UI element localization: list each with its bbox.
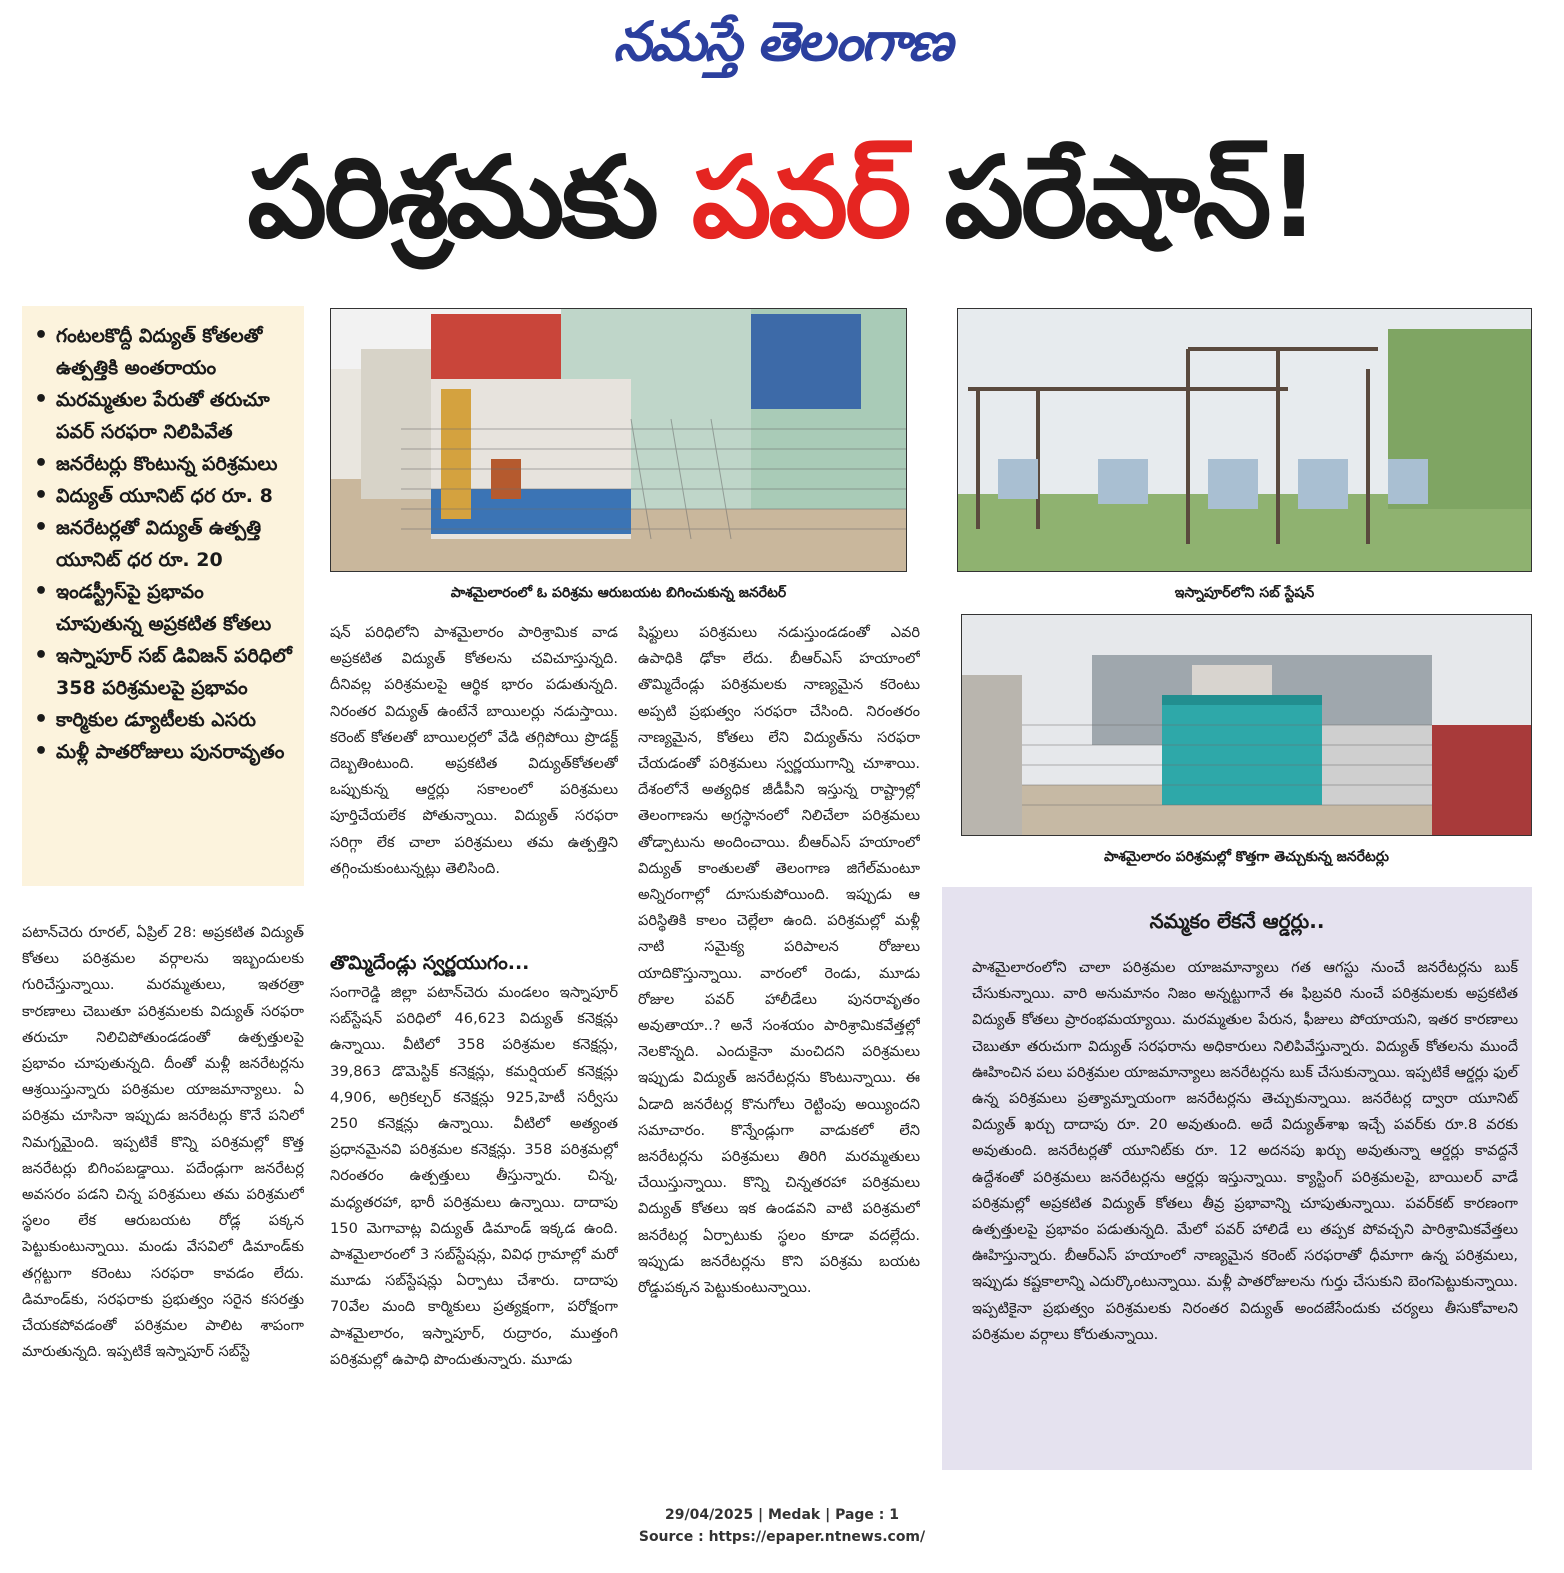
article-column-3: షిఫ్టులు పరిశ్రమలు నడుస్తుండడంతో ఎవరి ఉపాధికి ఢోకా లేదు. బీఆర్‌ఎస్ హయాంలో తొమ్మిదేండ్లు పరిశ్రమలకు నాణ్యమైన కరెంటు అప్పటి ప్రభుత్వం సరఫరా చేసింది. నిరంతరం నాణ్యమైన, కోతలు లేని విద్యుత్‌ను సరఫరా చేయడంతో పరిశ్రమలు స్వర్ణయుగాన్ని చూశాయి. దేశంలోనే అత్యధిక జీడీపీని ఇస్తున్న రాష్ట్రాల్లో తెలంగాణను అగ్రస్థానంలో నిలిచేలా పరిశ్రమలు తోడ్పాటును అందించాయి. బీఆర్‌ఎస్ హయాంలో విద్యుత్ కాంతులతో తెలంగాణ జిగేల్‌మంటూ అన్నిరంగాల్లో దూసుకుపోయింది. ఇప్పుడు ఆ పరిస్థితికి కాలం చెల్లేలా ఉంది. పరిశ్రమల్లో మళ్లీ నాటి సమైక్య పరిపాలన రోజులు యాదికొస్తున్నాయి. వారంలో రెండు, మూడు రోజుల పవర్ హాలీడేలు పునరావృతం అవుతాయా..? అనే సంశయం పారిశ్రామికవేత్తల్లో నెలకొన్నది. ఎందుకైనా మంచిదని పరిశ్రమలు ఇప్పుడు విద్యుత్ జనరేటర్లను కొంటున్నాయి. ఈ ఏడాది జనరేటర్ల కొనుగోలు రెట్టింపు అయ్యిందని సమాచారం. కొన్నేండ్లుగా వాడుకలో లేని జనరేటర్లను పరిశ్రమలు తిరిగి మరమ్మతులు చేయిస్తున్నాయి. కొన్ని చిన్నతరహా పరిశ్రమలు విద్యుత్ కోతలు ఇక ఉండవని వాటి పరిశ్రమలో జనరేటర్ల ఏర్పాటుకు స్థలం కూడా వదల్లేదు. ఇప్పుడు జనరేటర్లను కొని పరిశ్రమ బయట రోడ్డుపక్కన పెట్టుకుంటున్నాయి. [638, 624, 920, 1297]
highlight-item: • జనరేటర్లు కొంటున్న పరిశ్రమలు [32, 448, 296, 480]
generator-photo [330, 308, 907, 572]
highlight-item: • జనరేటర్లతో విద్యుత్ ఉత్పత్తి యూనిట్ ధర రూ. 20 [32, 512, 296, 576]
new-generators-photo-caption: పాశమైలారం పరిశ్రమల్లో కొత్తగా తెచ్చుకున్న జనరేటర్లు [1104, 849, 1389, 865]
sidebar-box [942, 887, 1532, 1470]
substation-photo-image [958, 309, 1532, 572]
headline-part3: పరేషాన్! [908, 133, 1317, 263]
generator-photo-image [331, 309, 907, 572]
article-column-2-bottom: సంగారెడ్డి జిల్లా పటాన్‌చెరు మండలం ఇస్నాపూర్ సబ్‌స్టేషన్ పరిధిలో 46,623 విద్యుత్ కనెక్షన్లు ఉన్నాయి. వీటిలో 358 పరిశ్రమల కనెక్షన్లు, 39,863 డొమెస్టిక్ కనెక్షన్లు, కమర్షియల్ కనెక్షన్లు 4,906, అగ్రికల్చర్ కనెక్షన్లు 925,హెటీ సర్వీసు 250 కనెక్షన్లు ఉన్నాయి. వీటిలో అత్యంత ప్రధానమైనవి పరిశ్రమల కనెక్షన్లు. 358 పరిశ్రమల్లో నిరంతరం ఉత్పత్తులు తీస్తున్నారు. చిన్న, మధ్యతరహా, భారీ పరిశ్రమలు ఉన్నాయి. దాదాపు 150 మెగావాట్ల విద్యుత్ డిమాండ్ ఇక్కడ ఉంది. పాశమైలారంలో 3 సబ్‌స్టేషన్లు, వివిధ గ్రామాల్లో మరో మూడు సబ్‌స్టేషన్లు ఏర్పాటు చేశారు. దాదాపు 70వేల మంది కార్మికులు ప్రత్యక్షంగా, పరోక్షంగా పాశమైలారం, ఇస్నాపూర్, రుద్రారం, ముత్తంగి పరిశ్రమల్లో ఉపాధి పొందుతున్నారు. మూడు [330, 984, 618, 1368]
highlight-item: • కార్మికుల డ్యూటీలకు ఎసరు [32, 704, 296, 736]
highlight-item: • మరమ్మతుల పేరుతో తరుచూ పవర్ సరఫరా నిలిపివేత [32, 384, 296, 448]
highlight-item: • మళ్లీ పాతరోజులు పునరావృతం [32, 736, 296, 768]
generator-photo-caption: పాశమైలారంలో ఓ పరిశ్రమ ఆరుబయట బిగించుకున్న జనరేటర్ [450, 585, 787, 601]
article-column-1: పటాన్‌చెరు రూరల్, ఏప్రిల్ 28: అప్రకటిత విద్యుత్ కోతలు పరిశ్రమల వర్గాలను ఇబ్బందులకు గురిచేస్తున్నాయి. మరమ్మతులు, ఇతరత్రా కారణాలు చెబుతూ పరిశ్రమలకు విద్యుత్ సరఫరా తరుచూ నిలిచిపోతుండడంతో ఉత్పత్తులపై ప్రభావం చూపుతున్నది. దీంతో మళ్లీ జనరేటర్లను ఆశ్రయిస్తున్నారు పరిశ్రమల యాజమాన్యాలు. ఏ పరిశ్రమ చూసినా ఇప్పుడు జనరేటర్లు కొనే పనిలో నిమగ్నమైంది. ఇప్పటికే కొన్ని పరిశ్రమల్లో కొత్త జనరేటర్లు బిగింపబడ్డాయి. పదేండ్లుగా జనరేటర్ల అవసరం పడని చిన్న పరిశ్రమలు తమ పరిశ్రమలో స్థలం లేక ఆరుబయట రోడ్ల పక్కన పెట్టుకుంటున్నాయి. మండు వేసవిలో డిమాండ్‌కు తగ్గట్టుగా కరెంటు సరఫరా కావడం లేదు. డిమాండ్‌కు, సరఫరాకు ప్రభుత్వం సరైన కసరత్తు చేయకపోవడంతో పరిశ్రమల పాలిట శాపంగా మారుతున్నది. ఇప్పటికే ఇస్నాపూర్ సబ్‌స్టే [22, 924, 304, 1361]
footer [0, 1504, 1564, 1548]
headline-highlight: పవర్ [691, 133, 909, 263]
highlight-item: • ఇస్నాపూర్ సబ్ డివిజన్ పరిధిలో 358 పరిశ్రమలపై ప్రభావం [32, 640, 296, 704]
headline [0, 118, 1564, 278]
new-generators-photo-image [962, 615, 1532, 836]
highlight-item: • గంటలకొద్దీ విద్యుత్ కోతలతో ఉత్పత్తికి అంతరాయం [32, 320, 296, 384]
highlight-item: • ఇండస్ట్రీస్‌పై ప్రభావం చూపుతున్న అప్రకటిత కోతలు [32, 576, 296, 640]
new-generators-photo [961, 614, 1532, 836]
masthead-logo: నమస్తే తెలంగాణ [613, 10, 951, 73]
highlight-item: • విద్యుత్ యూనిట్ ధర రూ. 8 [32, 480, 296, 512]
highlights-box [22, 306, 304, 886]
sidebar-box-title: నమ్మకం లేకనే ఆర్డర్లు.. [1149, 909, 1325, 933]
substation-photo-caption: ఇస్నాపూర్‌లోని సబ్ స్టేషన్ [1174, 585, 1315, 601]
headline-part1: పరిశ్రమకు [247, 133, 692, 263]
article-subhead: తొమ్మిదేండ్లు స్వర్ణయుగం... [330, 952, 530, 974]
substation-photo [957, 308, 1532, 572]
footer-date-edition: 29/04/2025 | Medak | Page : 1 [664, 1507, 900, 1523]
footer-source: Source : https://epaper.ntnews.com/ [638, 1529, 926, 1545]
article-column-2-top: షన్ పరిధిలోని పాశమైలారం పారిశ్రామిక వాడ అప్రకటిత విద్యుత్ కోతలను చవిచూస్తున్నది. దీనివల్ల పరిశ్రమలపై ఆర్థిక భారం పడుతున్నది. నిరంతర విద్యుత్ ఉంటేనే బాయిలర్లు నడుస్తాయి. కరెంట్ కోతలతో బాయిలర్లలో వేడి తగ్గిపోయి ప్రొడక్ట్ దెబ్బతింటుంది. అప్రకటిత విద్యుత్‌కోతలతో ఒప్పుకున్న ఆర్డర్లు సకాలంలో పరిశ్రమలు పూర్తిచేయలేక పోతున్నాయి. విద్యుత్ సరఫరా సరిగ్గా లేక చాలా పరిశ్రమలు తమ ఉత్పత్తిని తగ్గించుకుంటున్నట్లు తెలిసింది. [330, 624, 618, 877]
sidebar-box-body: పాశమైలారంలోని చాలా పరిశ్రమల యాజమాన్యాలు గత ఆగస్టు నుంచే జనరేటర్లను బుక్ చేసుకున్నాయి. వారి అనుమానం నిజం అన్నట్టుగానే ఈ ఫిబ్రవరి నుంచే పరిశ్రమలకు అప్రకటిత విద్యుత్ కోతలు ప్రారంభమయ్యాయి. మరమ్మతుల పేరున, ఫీజులు పోయాయని, ఇతర కారణాలు చెబుతూ తరుచుగా విద్యుత్ సరఫరాను అధికారులు నిలిపివేస్తున్నారు. విద్యుత్ కోతలను ముందే ఊహించిన పలు పరిశ్రమల యాజమాన్యాలు జనరేటర్లను బుక్ చేసుకున్నాయి. ఇప్పటికే ఆర్డర్లు ఫుల్ ఉన్న పరిశ్రమలు ప్రత్యామ్నాయంగా జనరేటర్లను తెచ్చుకున్నాయి. జనరేటర్ల ద్వారా యూనిట్ విద్యుత్ ఖర్చు దాదాపు రూ. 20 అవుతుంది. అదే విద్యుత్‌శాఖ ఇచ్చే పవర్‌కు రూ.8 వరకు అవుతుంది. జనరేటర్లతో యూనిట్‌కు రూ. 12 అదనపు ఖర్చు అవుతున్నా ఆర్డర్లు కావద్దనే ఉద్దేశంతో పరిశ్రమలు జనరేటర్లను ఆర్డర్లు ఇస్తున్నాయి. క్యాస్టింగ్ పరిశ్రమలపై, బాయిలర్ వాడే పరిశ్రమల్లో అప్రకటిత విద్యుత్ కోతలు తీవ్ర ప్రభావాన్ని చూపుతున్నాయి. పవర్‌కట్ కారణంగా ఉత్పత్తులపై ప్రభావం పడుతున్నది. మేలో పవర్ హాలిడే లు తప్పక పోవచ్చని పారిశ్రామికవేత్తలు ఊహిస్తున్నారు. బీఆర్‌ఎస్ హయాంలో నాణ్యమైన కరెంట్ సరఫరాతో ధీమాగా ఉన్న పరిశ్రమలు, ఇప్పుడు కష్టకాలాన్ని ఎదుర్కొంటున్నాయి. మళ్లీ పాతరోజులను గుర్తు చేసుకుని బెంగపెట్టుకున్నాయి. ఇప్పటికైనా ప్రభుత్వం పరిశ్రమలకు నిరంతర విద్యుత్ అందజేసేందుకు చర్యలు తీసుకోవాలని పరిశ్రమల వర్గాలు కోరుతున్నాయి. [972, 959, 1518, 1343]
